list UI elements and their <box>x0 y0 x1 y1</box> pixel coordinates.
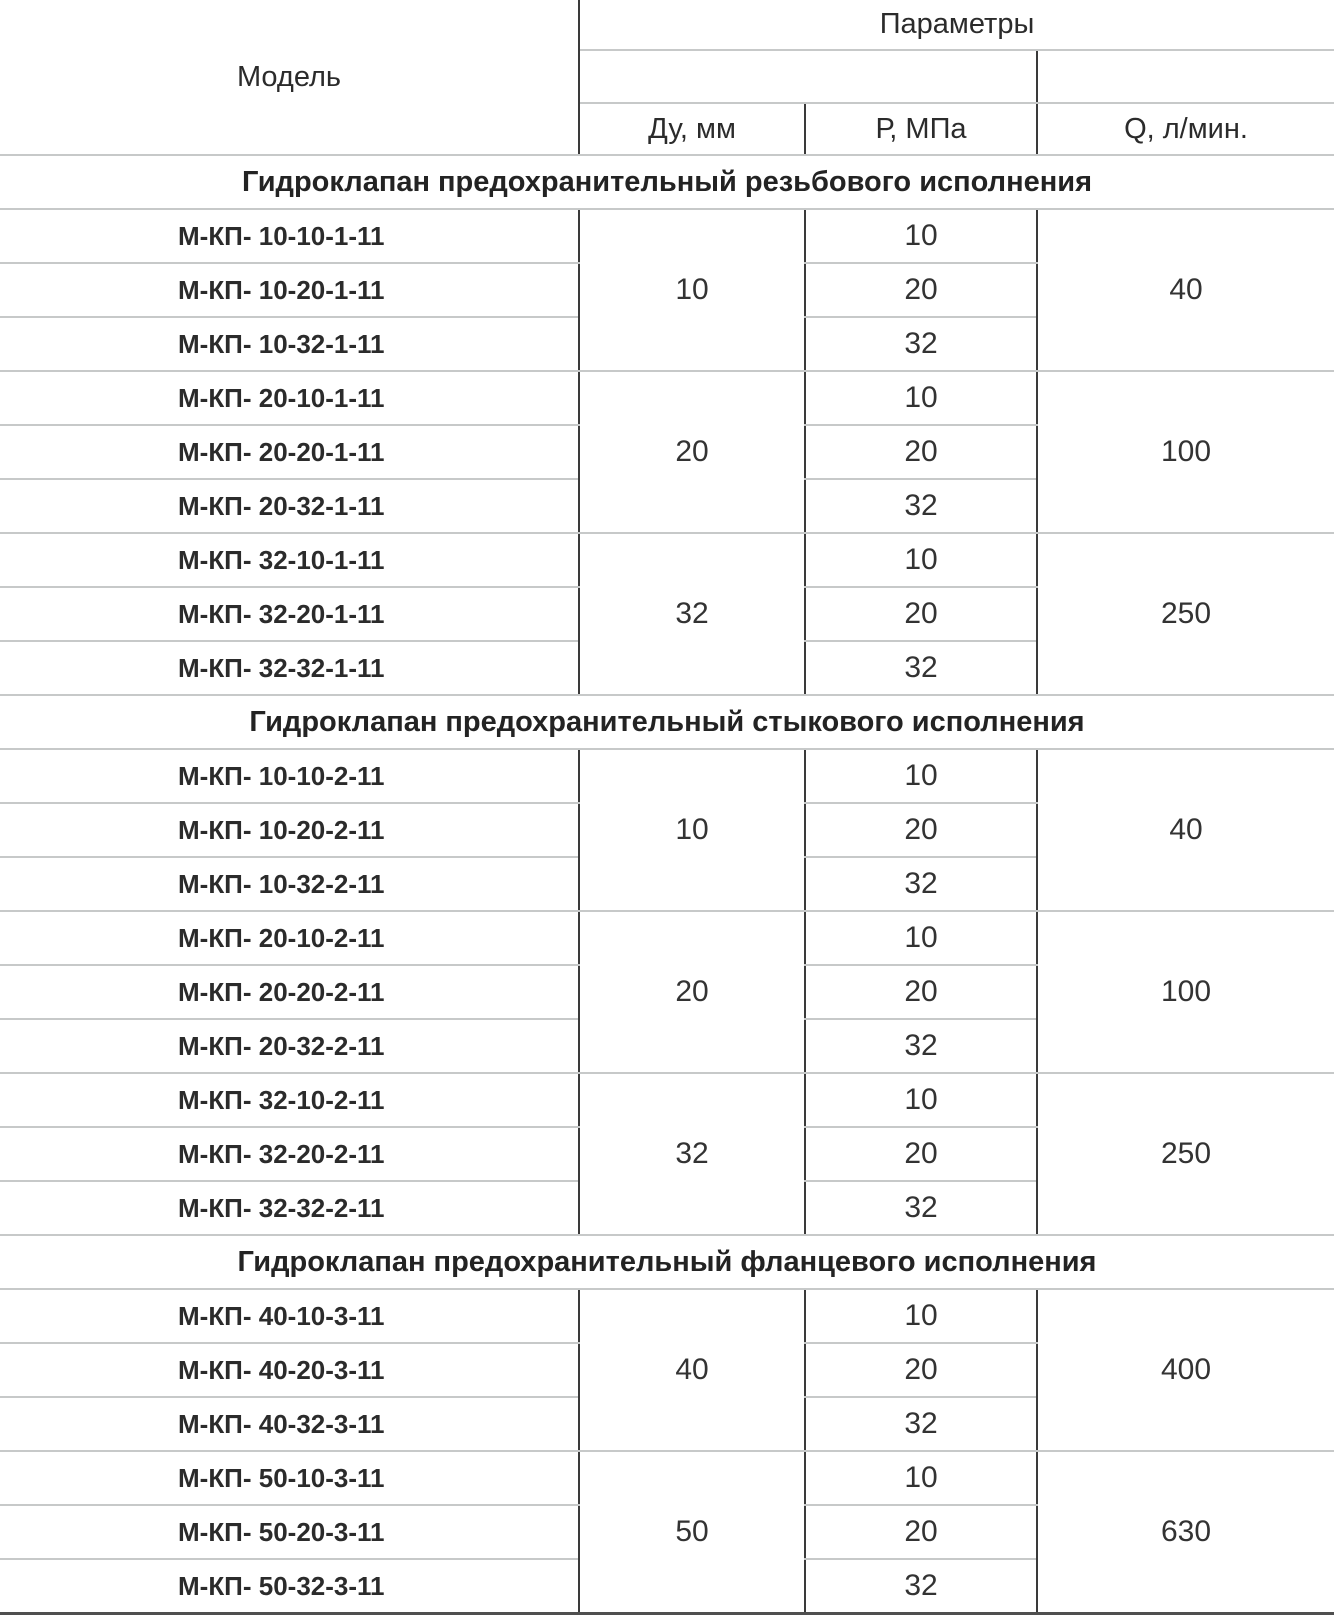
model-cell: М-КП- 20-32-2-11 <box>0 1019 579 1073</box>
du-value-cell: 10 <box>579 209 805 371</box>
p-value-cell: 20 <box>805 1127 1037 1181</box>
du-value-cell: 32 <box>579 533 805 695</box>
model-cell: М-КП- 50-20-3-11 <box>0 1505 579 1559</box>
blank-cell-du-p <box>579 50 1037 103</box>
model-cell: М-КП- 32-20-1-11 <box>0 587 579 641</box>
parameters-header-cell: Параметры <box>579 0 1334 50</box>
du-value-cell: 20 <box>579 911 805 1073</box>
p-value-cell: 10 <box>805 1073 1037 1127</box>
model-cell: М-КП- 20-20-2-11 <box>0 965 579 1019</box>
table-row <box>0 533 1334 587</box>
model-cell: М-КП- 32-10-2-11 <box>0 1073 579 1127</box>
model-cell: М-КП- 10-10-2-11 <box>0 749 579 803</box>
section-title-row <box>0 695 1334 749</box>
model-cell: М-КП- 50-10-3-11 <box>0 1451 579 1505</box>
q-value-cell: 100 <box>1037 371 1334 533</box>
model-cell: М-КП- 10-20-2-11 <box>0 803 579 857</box>
p-value-cell: 10 <box>805 371 1037 425</box>
table-row <box>0 1451 1334 1505</box>
p-value-cell: 10 <box>805 749 1037 803</box>
p-value-cell: 20 <box>805 1505 1037 1559</box>
model-cell: М-КП- 32-32-1-11 <box>0 641 579 695</box>
p-value-cell: 32 <box>805 1397 1037 1451</box>
p-value-cell: 20 <box>805 803 1037 857</box>
model-cell: М-КП- 20-20-1-11 <box>0 425 579 479</box>
q-value-cell: 100 <box>1037 911 1334 1073</box>
du-value-cell: 10 <box>579 749 805 911</box>
column-header-du: Ду, мм <box>579 103 805 155</box>
model-cell: М-КП- 50-32-3-11 <box>0 1559 579 1613</box>
q-value-cell: 250 <box>1037 1073 1334 1235</box>
model-cell: М-КП- 20-10-2-11 <box>0 911 579 965</box>
p-value-cell: 20 <box>805 1343 1037 1397</box>
du-value-cell: 20 <box>579 371 805 533</box>
p-value-cell: 32 <box>805 641 1037 695</box>
p-value-cell: 32 <box>805 479 1037 533</box>
table-row <box>0 749 1334 803</box>
column-header-q: Q, л/мин. <box>1037 103 1334 155</box>
q-value-cell: 630 <box>1037 1451 1334 1613</box>
p-value-cell: 32 <box>805 317 1037 371</box>
model-cell: М-КП- 20-32-1-11 <box>0 479 579 533</box>
p-value-cell: 20 <box>805 587 1037 641</box>
table-row <box>0 371 1334 425</box>
q-value-cell: 250 <box>1037 533 1334 695</box>
section-title: Гидроклапан предохранительный фланцевого исполнения <box>0 1235 1334 1289</box>
model-cell: М-КП- 40-10-3-11 <box>0 1289 579 1343</box>
model-cell: М-КП- 10-32-1-11 <box>0 317 579 371</box>
du-value-cell: 40 <box>579 1289 805 1451</box>
p-value-cell: 20 <box>805 263 1037 317</box>
p-value-cell: 20 <box>805 425 1037 479</box>
model-cell: М-КП- 20-10-1-11 <box>0 371 579 425</box>
model-cell: М-КП- 32-32-2-11 <box>0 1181 579 1235</box>
model-cell: М-КП- 10-10-1-11 <box>0 209 579 263</box>
model-cell: М-КП- 40-20-3-11 <box>0 1343 579 1397</box>
header-row-top <box>0 0 1334 50</box>
model-header-cell: Модель <box>0 0 579 155</box>
model-cell: М-КП- 32-10-1-11 <box>0 533 579 587</box>
section-title-row <box>0 1235 1334 1289</box>
model-cell: М-КП- 40-32-3-11 <box>0 1397 579 1451</box>
model-cell: М-КП- 10-20-1-11 <box>0 263 579 317</box>
model-cell: М-КП- 10-32-2-11 <box>0 857 579 911</box>
table-row <box>0 1073 1334 1127</box>
section-title: Гидроклапан предохранительный резьбового исполнения <box>0 155 1334 209</box>
p-value-cell: 10 <box>805 1289 1037 1343</box>
p-value-cell: 20 <box>805 965 1037 1019</box>
p-value-cell: 32 <box>805 1559 1037 1613</box>
du-value-cell: 50 <box>579 1451 805 1613</box>
p-value-cell: 10 <box>805 911 1037 965</box>
du-value-cell: 32 <box>579 1073 805 1235</box>
column-header-p: Р, МПа <box>805 103 1037 155</box>
model-cell: М-КП- 32-20-2-11 <box>0 1127 579 1181</box>
section-title-row <box>0 155 1334 209</box>
q-value-cell: 40 <box>1037 209 1334 371</box>
section-title: Гидроклапан предохранительный стыкового исполнения <box>0 695 1334 749</box>
p-value-cell: 10 <box>805 209 1037 263</box>
p-value-cell: 32 <box>805 857 1037 911</box>
p-value-cell: 10 <box>805 1451 1037 1505</box>
table-row <box>0 1289 1334 1343</box>
q-value-cell: 40 <box>1037 749 1334 911</box>
table-row <box>0 911 1334 965</box>
q-value-cell: 400 <box>1037 1289 1334 1451</box>
p-value-cell: 10 <box>805 533 1037 587</box>
blank-cell-q <box>1037 50 1334 103</box>
p-value-cell: 32 <box>805 1181 1037 1235</box>
table-row <box>0 209 1334 263</box>
p-value-cell: 32 <box>805 1019 1037 1073</box>
